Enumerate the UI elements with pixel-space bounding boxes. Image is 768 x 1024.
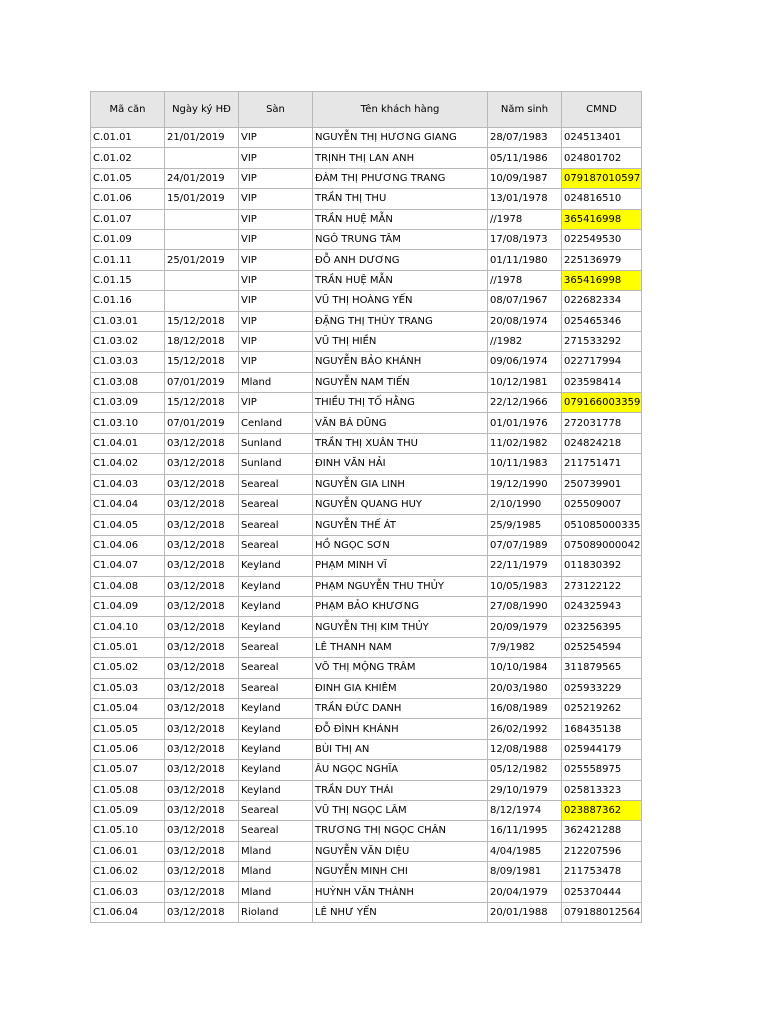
cell-ma-can: C.01.15 [91, 270, 165, 290]
cell-cmnd: 168435138 [562, 719, 642, 739]
cell-nam-sinh: 07/07/1989 [488, 535, 562, 555]
cell-nam-sinh: 20/08/1974 [488, 311, 562, 331]
header-san: Sàn [239, 92, 313, 128]
table-row [91, 128, 642, 148]
cell-cmnd: 211753478 [562, 862, 642, 882]
cell-nam-sinh: 16/08/1989 [488, 698, 562, 718]
cell-ma-can: C1.04.07 [91, 556, 165, 576]
cell-nam-sinh: 7/9/1982 [488, 637, 562, 657]
cell-ma-can: C1.04.05 [91, 515, 165, 535]
table-row [91, 250, 642, 270]
cell-ten-khach-hang: NGUYỄN BẢO KHÁNH [313, 352, 488, 372]
cell-cmnd: 273122122 [562, 576, 642, 596]
table-row [91, 678, 642, 698]
cell-ngay-ky: 25/01/2019 [165, 250, 239, 270]
cell-nam-sinh: 19/12/1990 [488, 474, 562, 494]
cell-ngay-ky: 03/12/2018 [165, 495, 239, 515]
cell-ngay-ky: 18/12/2018 [165, 331, 239, 351]
table-row [91, 821, 642, 841]
cell-nam-sinh: 10/11/1983 [488, 454, 562, 474]
cell-ten-khach-hang: ĐÀM THỊ PHƯƠNG TRANG [313, 168, 488, 188]
cell-ten-khach-hang: NGUYỄN NAM TIẾN [313, 372, 488, 392]
cell-cmnd: 025465346 [562, 311, 642, 331]
cell-cmnd: 311879565 [562, 658, 642, 678]
cell-ma-can: C.01.11 [91, 250, 165, 270]
cell-cmnd: 250739901 [562, 474, 642, 494]
cell-ngay-ky: 07/01/2019 [165, 413, 239, 433]
header-ma-can: Mã căn [91, 92, 165, 128]
cell-ngay-ky [165, 229, 239, 249]
cell-ngay-ky: 03/12/2018 [165, 882, 239, 902]
cell-cmnd: 211751471 [562, 454, 642, 474]
cell-ngay-ky: 15/12/2018 [165, 352, 239, 372]
cell-san: Seareal [239, 535, 313, 555]
cell-ma-can: C1.03.03 [91, 352, 165, 372]
table-row [91, 800, 642, 820]
table-row [91, 148, 642, 168]
cell-ma-can: C1.06.03 [91, 882, 165, 902]
header-cmnd: CMND [562, 92, 642, 128]
table-row [91, 229, 642, 249]
cell-ten-khach-hang: TRƯƠNG THỊ NGỌC CHÂN [313, 821, 488, 841]
cell-ma-can: C1.05.09 [91, 800, 165, 820]
cell-ma-can: C1.03.02 [91, 331, 165, 351]
cell-cmnd: 365416998 [562, 270, 642, 290]
cell-cmnd: 225136979 [562, 250, 642, 270]
cell-ten-khach-hang: ĐỖ ANH DƯƠNG [313, 250, 488, 270]
cell-cmnd: 024816510 [562, 189, 642, 209]
cell-san: VIP [239, 270, 313, 290]
cell-ten-khach-hang: VŨ THỊ HIỀN [313, 331, 488, 351]
cell-ngay-ky: 03/12/2018 [165, 556, 239, 576]
cell-ma-can: C1.06.01 [91, 841, 165, 861]
header-ngay-ky: Ngày ký HĐ [165, 92, 239, 128]
cell-san: VIP [239, 229, 313, 249]
cell-ma-can: C1.04.10 [91, 617, 165, 637]
table-row [91, 331, 642, 351]
cell-cmnd: 079187010597 [562, 168, 642, 188]
cell-ten-khach-hang: ĐẶNG THỊ THÙY TRANG [313, 311, 488, 331]
cell-ma-can: C1.05.03 [91, 678, 165, 698]
table-row [91, 882, 642, 902]
cell-san: Seareal [239, 800, 313, 820]
cell-cmnd: 023598414 [562, 372, 642, 392]
cell-ma-can: C1.05.04 [91, 698, 165, 718]
table-row [91, 352, 642, 372]
cell-ngay-ky: 03/12/2018 [165, 780, 239, 800]
cell-ten-khach-hang: BÙI THỊ AN [313, 739, 488, 759]
table-row [91, 637, 642, 657]
cell-san: Keyland [239, 576, 313, 596]
cell-san: VIP [239, 168, 313, 188]
cell-nam-sinh: 05/11/1986 [488, 148, 562, 168]
cell-san: Keyland [239, 596, 313, 616]
cell-cmnd: 025254594 [562, 637, 642, 657]
cell-ngay-ky: 07/01/2019 [165, 372, 239, 392]
cell-san: Rioland [239, 902, 313, 922]
table-row [91, 596, 642, 616]
cell-ten-khach-hang: THIỀU THỊ TỐ HẰNG [313, 393, 488, 413]
cell-nam-sinh: //1978 [488, 270, 562, 290]
cell-san: Keyland [239, 760, 313, 780]
cell-cmnd: 212207596 [562, 841, 642, 861]
cell-ma-can: C.01.02 [91, 148, 165, 168]
cell-san: VIP [239, 209, 313, 229]
table-row [91, 862, 642, 882]
cell-ma-can: C.01.06 [91, 189, 165, 209]
cell-san: VIP [239, 148, 313, 168]
cell-san: Sunland [239, 433, 313, 453]
cell-ma-can: C1.04.02 [91, 454, 165, 474]
cell-cmnd: 022717994 [562, 352, 642, 372]
cell-nam-sinh: 22/11/1979 [488, 556, 562, 576]
table-row [91, 760, 642, 780]
cell-ma-can: C1.03.08 [91, 372, 165, 392]
cell-ma-can: C1.04.01 [91, 433, 165, 453]
cell-ten-khach-hang: VŨ THỊ HOÀNG YẾN [313, 291, 488, 311]
table-row [91, 495, 642, 515]
cell-san: Mland [239, 372, 313, 392]
cell-ngay-ky: 03/12/2018 [165, 698, 239, 718]
cell-ngay-ky: 03/12/2018 [165, 678, 239, 698]
cell-nam-sinh: 09/06/1974 [488, 352, 562, 372]
table-row [91, 535, 642, 555]
cell-san: Keyland [239, 556, 313, 576]
cell-ngay-ky [165, 291, 239, 311]
cell-ten-khach-hang: TRỊNH THỊ LAN ANH [313, 148, 488, 168]
cell-ten-khach-hang: ĐỖ ĐÌNH KHÁNH [313, 719, 488, 739]
cell-nam-sinh: 10/09/1987 [488, 168, 562, 188]
cell-nam-sinh: 25/9/1985 [488, 515, 562, 535]
cell-san: Mland [239, 882, 313, 902]
cell-ngay-ky: 03/12/2018 [165, 454, 239, 474]
cell-san: VIP [239, 352, 313, 372]
cell-nam-sinh: 08/07/1967 [488, 291, 562, 311]
cell-ngay-ky: 03/12/2018 [165, 576, 239, 596]
cell-cmnd: 022549530 [562, 229, 642, 249]
cell-ma-can: C.01.16 [91, 291, 165, 311]
cell-ma-can: C1.04.06 [91, 535, 165, 555]
cell-cmnd: 025933229 [562, 678, 642, 698]
cell-ngay-ky: 03/12/2018 [165, 739, 239, 759]
cell-san: VIP [239, 128, 313, 148]
table-row [91, 719, 642, 739]
cell-cmnd: 023887362 [562, 800, 642, 820]
cell-cmnd: 079188012564 [562, 902, 642, 922]
cell-nam-sinh: 8/12/1974 [488, 800, 562, 820]
cell-ngay-ky: 03/12/2018 [165, 637, 239, 657]
cell-ngay-ky: 24/01/2019 [165, 168, 239, 188]
cell-nam-sinh: 16/11/1995 [488, 821, 562, 841]
cell-ma-can: C1.05.05 [91, 719, 165, 739]
cell-ngay-ky: 03/12/2018 [165, 902, 239, 922]
cell-ma-can: C1.06.04 [91, 902, 165, 922]
cell-san: Seareal [239, 495, 313, 515]
cell-nam-sinh: 10/12/1981 [488, 372, 562, 392]
table-row [91, 209, 642, 229]
cell-nam-sinh: 29/10/1979 [488, 780, 562, 800]
cell-cmnd: 362421288 [562, 821, 642, 841]
cell-nam-sinh: 01/11/1980 [488, 250, 562, 270]
cell-nam-sinh: 20/09/1979 [488, 617, 562, 637]
cell-cmnd: 025813323 [562, 780, 642, 800]
cell-ten-khach-hang: VÕ THỊ MỘNG TRÂM [313, 658, 488, 678]
cell-nam-sinh: 01/01/1976 [488, 413, 562, 433]
cell-ten-khach-hang: HỒ NGỌC SƠN [313, 535, 488, 555]
cell-san: VIP [239, 331, 313, 351]
cell-ngay-ky: 03/12/2018 [165, 433, 239, 453]
cell-ten-khach-hang: NGUYỄN MINH CHI [313, 862, 488, 882]
cell-ngay-ky: 03/12/2018 [165, 596, 239, 616]
cell-ngay-ky [165, 270, 239, 290]
customer-table [90, 91, 642, 923]
table-row [91, 393, 642, 413]
cell-ngay-ky: 03/12/2018 [165, 535, 239, 555]
table-row [91, 454, 642, 474]
cell-nam-sinh: 22/12/1966 [488, 393, 562, 413]
cell-ten-khach-hang: NGUYỄN QUANG HUY [313, 495, 488, 515]
cell-ngay-ky: 03/12/2018 [165, 617, 239, 637]
header-row [91, 92, 642, 128]
cell-nam-sinh: 13/01/1978 [488, 189, 562, 209]
cell-nam-sinh: 17/08/1973 [488, 229, 562, 249]
cell-nam-sinh: 10/10/1984 [488, 658, 562, 678]
cell-ma-can: C1.03.01 [91, 311, 165, 331]
cell-ten-khach-hang: NGÔ TRUNG TÂM [313, 229, 488, 249]
cell-nam-sinh: 11/02/1982 [488, 433, 562, 453]
cell-nam-sinh: 12/08/1988 [488, 739, 562, 759]
cell-ten-khach-hang: VĂN BÁ DŨNG [313, 413, 488, 433]
cell-san: Keyland [239, 617, 313, 637]
cell-ten-khach-hang: ÂU NGỌC NGHĨA [313, 760, 488, 780]
cell-ten-khach-hang: HUỲNH VĂN THÀNH [313, 882, 488, 902]
cell-ten-khach-hang: NGUYỄN VĂN DIỆU [313, 841, 488, 861]
table-row [91, 189, 642, 209]
cell-san: Keyland [239, 698, 313, 718]
cell-ten-khach-hang: PHẠM MINH VĨ [313, 556, 488, 576]
cell-san: VIP [239, 250, 313, 270]
cell-nam-sinh: 10/05/1983 [488, 576, 562, 596]
cell-san: Mland [239, 841, 313, 861]
cell-ma-can: C1.04.04 [91, 495, 165, 515]
cell-san: Cenland [239, 413, 313, 433]
cell-ngay-ky [165, 148, 239, 168]
table-row [91, 413, 642, 433]
cell-ma-can: C.01.07 [91, 209, 165, 229]
table-row [91, 433, 642, 453]
cell-ten-khach-hang: NGUYỄN THỊ HƯƠNG GIANG [313, 128, 488, 148]
cell-ma-can: C1.05.02 [91, 658, 165, 678]
cell-ten-khach-hang: TRẦN ĐỨC DANH [313, 698, 488, 718]
cell-ngay-ky: 03/12/2018 [165, 719, 239, 739]
cell-san: Seareal [239, 474, 313, 494]
cell-nam-sinh: 27/08/1990 [488, 596, 562, 616]
cell-nam-sinh: 2/10/1990 [488, 495, 562, 515]
cell-cmnd: 365416998 [562, 209, 642, 229]
header-ten-khach-hang: Tên khách hàng [313, 92, 488, 128]
cell-ma-can: C1.05.01 [91, 637, 165, 657]
cell-nam-sinh: 05/12/1982 [488, 760, 562, 780]
cell-cmnd: 011830392 [562, 556, 642, 576]
table-row [91, 902, 642, 922]
cell-ma-can: C1.06.02 [91, 862, 165, 882]
table-row [91, 270, 642, 290]
cell-san: Seareal [239, 637, 313, 657]
cell-ten-khach-hang: NGUYỄN GIA LINH [313, 474, 488, 494]
table-row [91, 372, 642, 392]
header-nam-sinh: Năm sinh [488, 92, 562, 128]
cell-nam-sinh: //1982 [488, 331, 562, 351]
cell-san: VIP [239, 189, 313, 209]
cell-ten-khach-hang: TRẦN THỊ XUÂN THU [313, 433, 488, 453]
cell-ngay-ky: 03/12/2018 [165, 658, 239, 678]
cell-san: Keyland [239, 780, 313, 800]
table-row [91, 698, 642, 718]
cell-ten-khach-hang: TRẦN THỊ THU [313, 189, 488, 209]
cell-ngay-ky: 15/12/2018 [165, 393, 239, 413]
table-row [91, 780, 642, 800]
cell-cmnd: 024824218 [562, 433, 642, 453]
cell-ma-can: C1.03.10 [91, 413, 165, 433]
cell-ma-can: C.01.09 [91, 229, 165, 249]
cell-ten-khach-hang: LÊ NHƯ YẾN [313, 902, 488, 922]
cell-ten-khach-hang: PHẠM BẢO KHƯƠNG [313, 596, 488, 616]
cell-ma-can: C.01.01 [91, 128, 165, 148]
cell-ma-can: C1.05.07 [91, 760, 165, 780]
cell-ngay-ky: 03/12/2018 [165, 474, 239, 494]
cell-ma-can: C1.03.09 [91, 393, 165, 413]
cell-san: Keyland [239, 739, 313, 759]
cell-ngay-ky: 15/01/2019 [165, 189, 239, 209]
cell-cmnd: 272031778 [562, 413, 642, 433]
cell-ngay-ky: 03/12/2018 [165, 862, 239, 882]
cell-ten-khach-hang: NGUYỄN THẾ ÁT [313, 515, 488, 535]
cell-nam-sinh: 26/02/1992 [488, 719, 562, 739]
cell-cmnd: 025370444 [562, 882, 642, 902]
cell-san: VIP [239, 291, 313, 311]
cell-ngay-ky: 21/01/2019 [165, 128, 239, 148]
cell-cmnd: 025944179 [562, 739, 642, 759]
cell-san: Seareal [239, 515, 313, 535]
cell-ngay-ky: 03/12/2018 [165, 800, 239, 820]
table-row [91, 576, 642, 596]
cell-ten-khach-hang: TRẦN DUY THÁI [313, 780, 488, 800]
cell-ma-can: C1.04.08 [91, 576, 165, 596]
cell-cmnd: 025509007 [562, 495, 642, 515]
cell-san: Seareal [239, 678, 313, 698]
table-row [91, 841, 642, 861]
cell-cmnd: 051085000335 [562, 515, 642, 535]
table-row [91, 739, 642, 759]
cell-cmnd: 025219262 [562, 698, 642, 718]
cell-ten-khach-hang: TRẦN HUỆ MẪN [313, 209, 488, 229]
table-row [91, 474, 642, 494]
cell-san: Mland [239, 862, 313, 882]
cell-ngay-ky: 03/12/2018 [165, 515, 239, 535]
cell-cmnd: 022682334 [562, 291, 642, 311]
cell-ngay-ky: 03/12/2018 [165, 821, 239, 841]
cell-cmnd: 079166003359 [562, 393, 642, 413]
cell-nam-sinh: 20/04/1979 [488, 882, 562, 902]
cell-ma-can: C1.04.09 [91, 596, 165, 616]
cell-cmnd: 024801702 [562, 148, 642, 168]
table-body [91, 128, 642, 923]
cell-ngay-ky: 15/12/2018 [165, 311, 239, 331]
cell-san: Keyland [239, 719, 313, 739]
cell-ten-khach-hang: ĐINH GIA KHIÊM [313, 678, 488, 698]
cell-san: Sunland [239, 454, 313, 474]
cell-ten-khach-hang: NGUYỄN THỊ KIM THỦY [313, 617, 488, 637]
cell-ten-khach-hang: TRẦN HUỆ MẪN [313, 270, 488, 290]
cell-ma-can: C.01.05 [91, 168, 165, 188]
cell-san: VIP [239, 393, 313, 413]
cell-nam-sinh: //1978 [488, 209, 562, 229]
cell-ten-khach-hang: LÊ THANH NAM [313, 637, 488, 657]
cell-san: Seareal [239, 658, 313, 678]
cell-cmnd: 271533292 [562, 331, 642, 351]
table-row [91, 291, 642, 311]
table-row [91, 658, 642, 678]
cell-nam-sinh: 20/03/1980 [488, 678, 562, 698]
cell-ngay-ky [165, 209, 239, 229]
cell-ma-can: C1.05.08 [91, 780, 165, 800]
cell-cmnd: 025558975 [562, 760, 642, 780]
table-row [91, 556, 642, 576]
cell-ten-khach-hang: VŨ THỊ NGỌC LÂM [313, 800, 488, 820]
cell-ten-khach-hang: PHẠM NGUYỄN THU THỦY [313, 576, 488, 596]
cell-san: Seareal [239, 821, 313, 841]
table-row [91, 311, 642, 331]
cell-ngay-ky: 03/12/2018 [165, 760, 239, 780]
cell-ten-khach-hang: ĐINH VĂN HẢI [313, 454, 488, 474]
cell-cmnd: 075089000042 [562, 535, 642, 555]
cell-nam-sinh: 28/07/1983 [488, 128, 562, 148]
cell-nam-sinh: 20/01/1988 [488, 902, 562, 922]
cell-nam-sinh: 8/09/1981 [488, 862, 562, 882]
table-row [91, 168, 642, 188]
cell-nam-sinh: 4/04/1985 [488, 841, 562, 861]
table-row [91, 515, 642, 535]
cell-ma-can: C1.04.03 [91, 474, 165, 494]
cell-ma-can: C1.05.06 [91, 739, 165, 759]
table-row [91, 617, 642, 637]
cell-ngay-ky: 03/12/2018 [165, 841, 239, 861]
cell-ma-can: C1.05.10 [91, 821, 165, 841]
cell-cmnd: 023256395 [562, 617, 642, 637]
cell-cmnd: 024513401 [562, 128, 642, 148]
cell-san: VIP [239, 311, 313, 331]
cell-cmnd: 024325943 [562, 596, 642, 616]
